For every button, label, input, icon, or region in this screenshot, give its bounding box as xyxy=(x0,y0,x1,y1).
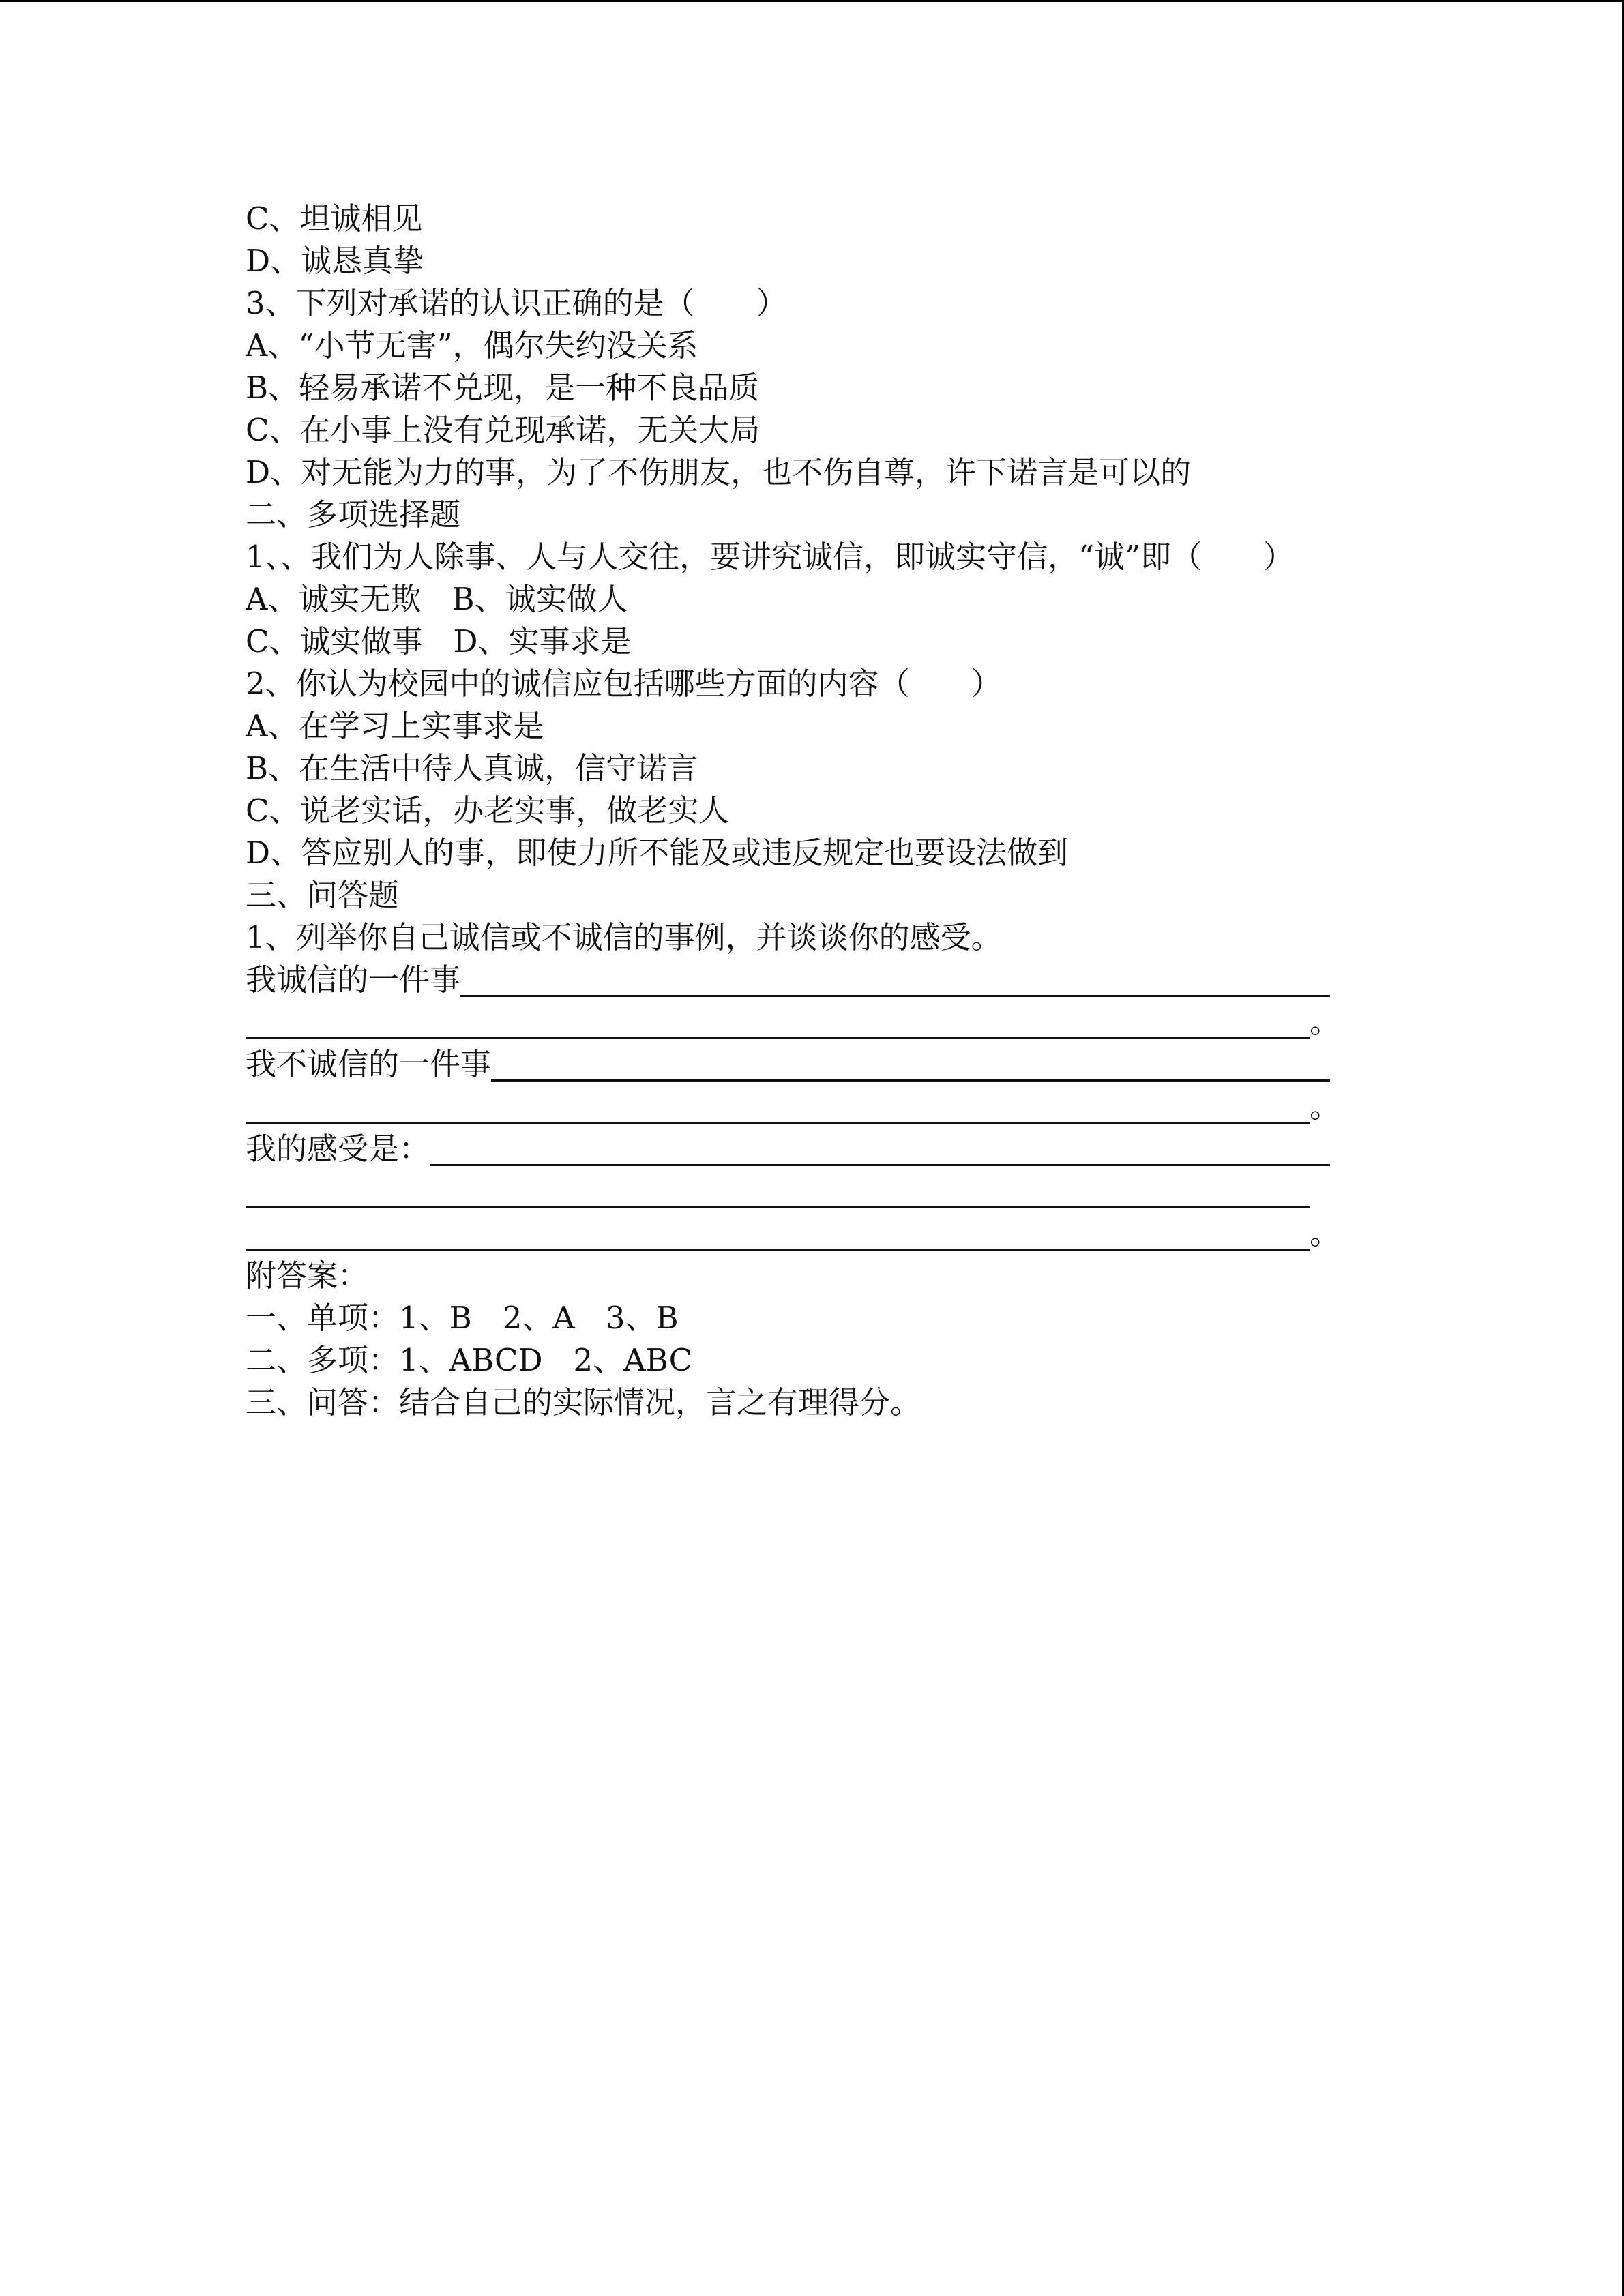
question-3-option-a: A、“小节无害”，偶尔失约没关系 xyxy=(246,327,698,363)
question-3-option-d: D、对无能为力的事，为了不伤朋友，也不伤自尊，许下诺言是可以的 xyxy=(246,454,1192,490)
section-essay-heading: 三、问答题 xyxy=(246,877,400,913)
section-multiple-choice-heading: 二、多项选择题 xyxy=(246,496,461,533)
dishonest-event-continuation-row xyxy=(246,1086,1341,1128)
answers-essay: 三、问答：结合自己的实际情况，言之有理得分。 xyxy=(246,1384,921,1420)
multi-question-2-option-c: C、说老实话，办老实事，做老实人 xyxy=(246,792,730,829)
multi-question-1-options-ab: A、诚实无欺 B、诚实做人 xyxy=(246,581,628,617)
answers-heading: 附答案： xyxy=(246,1257,369,1294)
feeling-blank[interactable] xyxy=(430,1133,1330,1166)
multi-question-2-option-d: D、答应别人的事，即使力所不能及或违反规定也要设法做到 xyxy=(246,835,1069,871)
feeling-continuation-row-2 xyxy=(246,1212,1341,1255)
honest-event-label: 我诚信的一件事 xyxy=(246,961,461,998)
option-c-candid: C、坦诚相见 xyxy=(246,200,423,237)
dishonest-event-blank-2[interactable] xyxy=(246,1090,1310,1124)
honest-event-continuation-row xyxy=(246,1001,1341,1043)
feeling-blank-2[interactable] xyxy=(246,1175,1310,1208)
honest-event-blank-2[interactable] xyxy=(246,1006,1310,1039)
multi-question-2-option-b: B、在生活中待人真诚，信守诺言 xyxy=(246,750,698,786)
question-3-option-b: B、轻易承诺不兑现，是一种不良品质 xyxy=(246,370,760,406)
dishonest-event-row xyxy=(246,1043,1330,1086)
multi-question-1-options-cd: C、诚实做事 D、实事求是 xyxy=(246,623,632,659)
multi-question-1: 1、、我们为人除事、人与人交往，要讲究诚信，即诚实守信，“诚”即（ ） xyxy=(246,539,1295,575)
dishonest-event-label: 我不诚信的一件事 xyxy=(246,1046,492,1082)
multi-question-2: 2、你认为校园中的诚信应包括哪些方面的内容（ ） xyxy=(246,666,1002,702)
option-d-sincere: D、诚恳真挚 xyxy=(246,243,424,279)
answers-single-choice: 一、单项：1、B 2、A 3、B xyxy=(246,1300,679,1336)
feeling-continuation-row-1 xyxy=(246,1170,1330,1212)
page-border-top xyxy=(0,0,1624,2)
answers-multiple-choice: 二、多项：1、ABCD 2、ABC xyxy=(246,1342,693,1378)
feeling-row xyxy=(246,1128,1330,1170)
essay-question-1: 1、列举你自己诚信或不诚信的事例，并谈谈你的感受。 xyxy=(246,919,1002,955)
period-mark: 。 xyxy=(1310,1004,1341,1040)
question-3-option-c: C、在小事上没有兑现承诺，无关大局 xyxy=(246,412,761,448)
feeling-blank-3[interactable] xyxy=(246,1217,1310,1251)
feeling-label: 我的感受是： xyxy=(246,1131,430,1167)
document-body xyxy=(246,198,1371,1424)
question-3: 3、下列对承诺的认识正确的是（ ） xyxy=(246,285,787,321)
period-mark: 。 xyxy=(1310,1215,1341,1251)
honest-event-blank[interactable] xyxy=(460,964,1330,997)
dishonest-event-blank[interactable] xyxy=(491,1048,1330,1082)
period-mark: 。 xyxy=(1310,1088,1341,1124)
multi-question-2-option-a: A、在学习上实事求是 xyxy=(246,708,544,744)
honest-event-row xyxy=(246,959,1330,1001)
